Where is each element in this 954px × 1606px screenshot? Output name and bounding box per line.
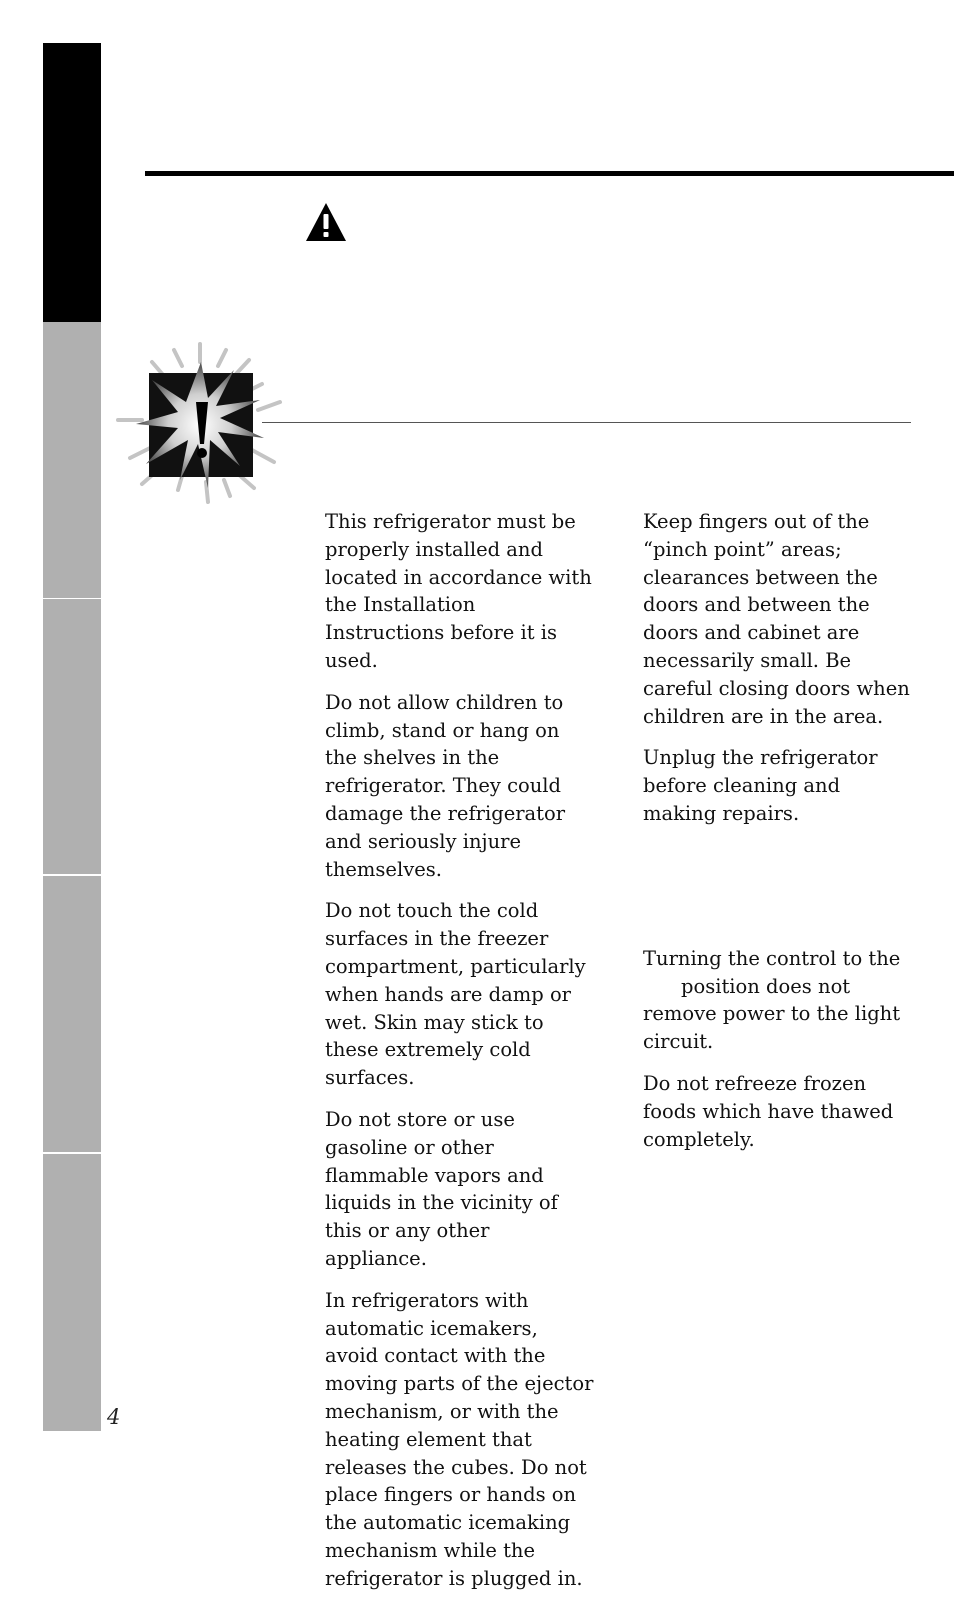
control-line-2: position does not remove power to the light circuit. — [643, 974, 901, 1054]
control-paragraph — [643, 945, 918, 1056]
section-tab-2 — [43, 322, 101, 598]
section-tab-4 — [43, 876, 101, 1152]
pinch-point-paragraph: Keep fingers out of the “pinch point” areas; clearances between the doors and between the doors and cabinet are necessarily small. Be careful closing doors when children are in the area. — [643, 510, 910, 728]
cold-surfaces-paragraph: Do not touch the cold surfaces in the freezer compartment, particularly when hands are damp or wet. Skin may stick to these extremely cold surfaces. — [325, 899, 586, 1090]
section-tab-5 — [43, 1154, 101, 1431]
header-rule — [145, 171, 954, 176]
section-tab-active — [43, 43, 101, 322]
flammable-paragraph: Do not store or use gasoline or other flammable vapors and liquids in the vicinity of this or any other appliance. — [325, 1107, 558, 1270]
warning-triangle-icon — [305, 201, 347, 243]
icemaker-paragraph: In refrigerators with automatic icemakers, avoid contact with the moving parts of the ejector mechanism, or with the heating element that releases the cubes. Do not place fingers or hands on the automatic icemaking mechanism while the refrigerator is plugged in. — [325, 1288, 594, 1590]
exclamation-burst-icon — [112, 340, 287, 510]
section-tab-3 — [43, 599, 101, 874]
refreeze-paragraph: Do not refreeze frozen foods which have thawed completely. — [643, 1071, 894, 1151]
unplug-paragraph: Unplug the refrigerator before cleaning and making repairs. — [643, 746, 878, 825]
install-paragraph: This refrigerator must be properly installed and located in accordance with the Installation Instructions before it is used. — [325, 510, 592, 672]
spacer — [643, 842, 918, 945]
safety-instructions-right-column — [643, 508, 918, 1167]
safety-instructions-left-column — [325, 508, 597, 1606]
section-rule — [262, 422, 911, 423]
control-line-1: Turning the control to the — [643, 946, 901, 970]
children-paragraph: Do not allow children to climb, stand or hang on the shelves in the refrigerator. They could damage the refrigerator and seriously injure themselves. — [325, 690, 566, 881]
page-number: 4 — [107, 1405, 121, 1429]
